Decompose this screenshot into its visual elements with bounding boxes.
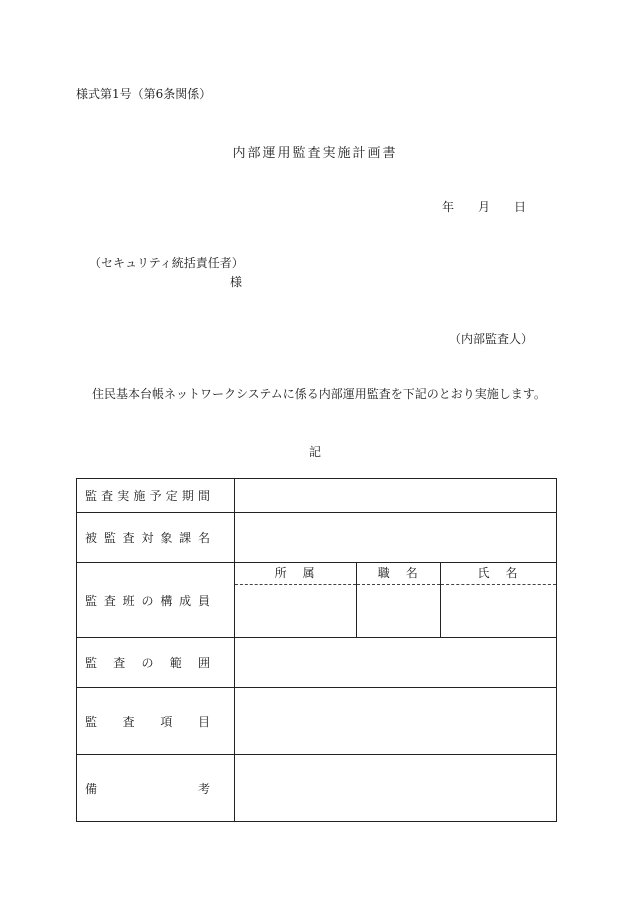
member-head-affiliation: 所 属 bbox=[235, 563, 356, 585]
table-row bbox=[77, 755, 557, 822]
date-year: 年 bbox=[442, 200, 455, 214]
row-value-remarks[interactable] bbox=[235, 755, 557, 822]
label-char: 課 bbox=[179, 531, 192, 545]
ki-label: 記 bbox=[308, 445, 321, 459]
label-char: 成 bbox=[179, 593, 192, 608]
label-char: 実 bbox=[117, 489, 130, 503]
row-label-remarks bbox=[77, 755, 235, 822]
label-char: 囲 bbox=[197, 656, 210, 670]
label-char: 査 bbox=[122, 714, 135, 729]
page-title: 内部運用監査実施計画書 bbox=[232, 146, 398, 161]
member-col-affiliation bbox=[235, 563, 356, 637]
row-label-section bbox=[77, 513, 235, 563]
label-char: 間 bbox=[197, 489, 210, 503]
label-char: 名 bbox=[197, 531, 210, 545]
addressee-role: （セキュリティ統括責任者） bbox=[89, 256, 244, 270]
member-head-position: 職 名 bbox=[357, 563, 440, 585]
member-grid bbox=[235, 563, 556, 637]
label-char: 項 bbox=[160, 714, 173, 729]
intro-text: 住民基本台帳ネットワークシステムに係る内部運用監査を下記のとおり実施します。 bbox=[92, 387, 546, 401]
date-day: 日 bbox=[514, 200, 527, 214]
label-char: 備 bbox=[85, 781, 98, 796]
label-char: 範 bbox=[169, 656, 182, 670]
label-char: 施 bbox=[133, 489, 146, 503]
audit-plan-table bbox=[76, 478, 557, 822]
member-col-name bbox=[440, 563, 556, 637]
label-char: 構 bbox=[160, 593, 173, 608]
row-label-text bbox=[85, 713, 210, 730]
row-label-text bbox=[85, 780, 210, 797]
row-value-scope[interactable] bbox=[235, 638, 557, 688]
label-char: 班 bbox=[122, 593, 135, 608]
label-char: 監 bbox=[85, 714, 98, 729]
row-label-text bbox=[85, 529, 210, 546]
table-row bbox=[77, 688, 557, 755]
member-cell-name[interactable] bbox=[441, 585, 556, 637]
label-char: 査 bbox=[122, 531, 135, 545]
date-line bbox=[442, 198, 526, 215]
member-cell-position[interactable] bbox=[357, 585, 440, 637]
label-char: 監 bbox=[85, 489, 98, 503]
row-label-text bbox=[85, 592, 210, 609]
auditor-label: （内部監査人） bbox=[449, 332, 534, 346]
date-month: 月 bbox=[478, 200, 491, 214]
row-value-period[interactable] bbox=[235, 479, 557, 513]
label-char: 監 bbox=[85, 593, 98, 608]
row-value-section[interactable] bbox=[235, 513, 557, 563]
table-row bbox=[77, 513, 557, 563]
row-label-text bbox=[85, 487, 210, 504]
member-head-name: 氏 名 bbox=[441, 563, 556, 585]
label-char: 被 bbox=[85, 531, 98, 545]
row-label-members bbox=[77, 563, 235, 638]
label-char: 査 bbox=[103, 593, 116, 608]
table-row bbox=[77, 638, 557, 688]
member-col-position bbox=[356, 563, 440, 637]
row-label-text bbox=[85, 654, 210, 671]
label-char: 対 bbox=[141, 531, 154, 545]
label-char: の bbox=[141, 656, 154, 670]
row-label-scope bbox=[77, 638, 235, 688]
form-number: 様式第1号（第6条関係） bbox=[76, 87, 212, 101]
label-char: 査 bbox=[113, 656, 126, 670]
row-label-items bbox=[77, 688, 235, 755]
addressee-honorific: 様 bbox=[230, 275, 243, 289]
label-char: 予 bbox=[149, 489, 162, 503]
label-char: 員 bbox=[197, 593, 210, 608]
label-char: の bbox=[141, 593, 154, 608]
table-row bbox=[77, 479, 557, 513]
label-char: 考 bbox=[197, 781, 210, 796]
label-char: 期 bbox=[181, 489, 194, 503]
row-label-period bbox=[77, 479, 235, 513]
label-char: 目 bbox=[197, 714, 210, 729]
label-char: 監 bbox=[103, 531, 116, 545]
table-row bbox=[77, 563, 557, 638]
row-value-members bbox=[235, 563, 557, 638]
label-char: 監 bbox=[85, 656, 98, 670]
member-cell-affiliation[interactable] bbox=[235, 585, 356, 637]
label-char: 査 bbox=[101, 489, 114, 503]
label-char: 象 bbox=[160, 531, 173, 545]
label-char: 定 bbox=[165, 489, 178, 503]
row-value-items[interactable] bbox=[235, 688, 557, 755]
